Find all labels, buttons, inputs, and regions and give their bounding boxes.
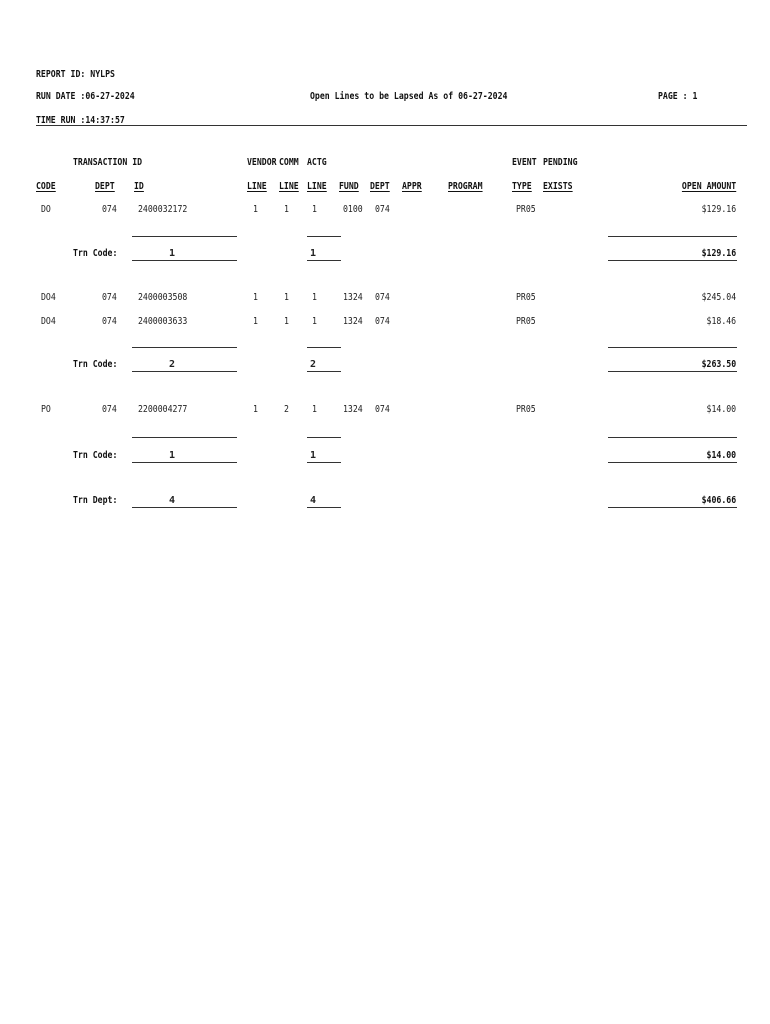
dept-total-underline bbox=[132, 507, 237, 508]
row-vendor-line: 1 bbox=[253, 316, 258, 327]
row-type: PR05 bbox=[516, 404, 536, 415]
subtotal-rule bbox=[608, 347, 737, 348]
row-dept: 074 bbox=[102, 404, 117, 415]
dept-total-amount: $406.66 bbox=[701, 495, 736, 506]
row-code: DO bbox=[41, 204, 51, 215]
col-event: EVENT bbox=[512, 157, 537, 168]
subtotal-underline bbox=[132, 371, 237, 372]
col-pending: PENDING bbox=[543, 157, 578, 168]
row-type: PR05 bbox=[516, 316, 536, 327]
subtotal-underline bbox=[608, 462, 737, 463]
row-id: 2200004277 bbox=[138, 404, 188, 415]
col-vendor: VENDOR bbox=[247, 157, 277, 168]
col-id: ID bbox=[134, 181, 144, 192]
col-actg: ACTG bbox=[307, 157, 327, 168]
subtotal-amount: $263.50 bbox=[701, 359, 736, 370]
header-rule bbox=[36, 125, 747, 126]
row-fund: 0100 bbox=[343, 204, 363, 215]
row-dept: 074 bbox=[102, 204, 117, 215]
col-dept: DEPT bbox=[95, 181, 115, 192]
dept-total-count: 4 bbox=[168, 495, 176, 506]
subtotal-underline bbox=[307, 371, 341, 372]
row-id: 2400003508 bbox=[138, 292, 188, 303]
col-transaction-id: TRANSACTION ID bbox=[73, 157, 143, 168]
dept-total-actg-count: 4 bbox=[309, 495, 317, 506]
subtotal-rule bbox=[132, 236, 237, 237]
subtotal-underline bbox=[307, 462, 341, 463]
col-fund: FUND bbox=[339, 181, 359, 192]
row-amount: $245.04 bbox=[701, 292, 736, 303]
subtotal-amount: $129.16 bbox=[701, 248, 736, 259]
row-actg-line: 1 bbox=[312, 204, 317, 215]
row-comm-line: 2 bbox=[284, 404, 289, 415]
subtotal-rule bbox=[307, 347, 341, 348]
subtotal-rule bbox=[307, 236, 341, 237]
row-comm-line: 1 bbox=[284, 292, 289, 303]
row-code: DO4 bbox=[41, 292, 56, 303]
subtotal-actg-count: 1 bbox=[309, 450, 317, 461]
row-dept2: 074 bbox=[375, 204, 390, 215]
row-code: DO4 bbox=[41, 316, 56, 327]
report-id: REPORT ID: NYLPS bbox=[36, 69, 115, 80]
col-dept2: DEPT bbox=[370, 181, 390, 192]
row-amount: $129.16 bbox=[701, 204, 736, 215]
run-date: RUN DATE :06-27-2024 bbox=[36, 91, 135, 102]
subtotal-underline bbox=[132, 462, 237, 463]
dept-total-label: Trn Dept: bbox=[73, 495, 118, 506]
subtotal-label: Trn Code: bbox=[73, 248, 118, 259]
col-actg-line: LINE bbox=[307, 181, 327, 192]
report-title: Open Lines to be Lapsed As of 06-27-2024 bbox=[310, 91, 508, 102]
dept-total-underline bbox=[608, 507, 737, 508]
subtotal-underline bbox=[608, 371, 737, 372]
row-amount: $18.46 bbox=[706, 316, 736, 327]
row-actg-line: 1 bbox=[312, 316, 317, 327]
subtotal-rule bbox=[132, 347, 237, 348]
subtotal-amount: $14.00 bbox=[706, 450, 736, 461]
col-appr: APPR bbox=[402, 181, 422, 192]
subtotal-rule bbox=[307, 437, 341, 438]
col-exists: EXISTS bbox=[543, 181, 573, 192]
row-actg-line: 1 bbox=[312, 404, 317, 415]
col-comm-line: LINE bbox=[279, 181, 299, 192]
row-dept2: 074 bbox=[375, 404, 390, 415]
subtotal-count: 1 bbox=[168, 248, 176, 259]
col-comm: COMM bbox=[279, 157, 299, 168]
subtotal-underline bbox=[307, 260, 341, 261]
col-open-amount: OPEN AMOUNT bbox=[681, 181, 736, 192]
subtotal-rule bbox=[132, 437, 237, 438]
dept-total-underline bbox=[307, 507, 341, 508]
time-run: TIME RUN :14:37:57 bbox=[36, 115, 125, 126]
row-vendor-line: 1 bbox=[253, 404, 258, 415]
subtotal-label: Trn Code: bbox=[73, 359, 118, 370]
row-fund: 1324 bbox=[343, 404, 363, 415]
col-vendor-line: LINE bbox=[247, 181, 267, 192]
row-id: 2400032172 bbox=[138, 204, 188, 215]
row-type: PR05 bbox=[516, 204, 536, 215]
col-type: TYPE bbox=[512, 181, 532, 192]
subtotal-underline bbox=[132, 260, 237, 261]
row-dept: 074 bbox=[102, 292, 117, 303]
row-dept: 074 bbox=[102, 316, 117, 327]
row-dept2: 074 bbox=[375, 292, 390, 303]
subtotal-actg-count: 1 bbox=[309, 248, 317, 259]
row-comm-line: 1 bbox=[284, 204, 289, 215]
subtotal-underline bbox=[608, 260, 737, 261]
row-code: PO bbox=[41, 404, 51, 415]
row-fund: 1324 bbox=[343, 292, 363, 303]
page-number: PAGE : 1 bbox=[658, 91, 698, 102]
subtotal-count: 1 bbox=[168, 450, 176, 461]
row-comm-line: 1 bbox=[284, 316, 289, 327]
row-dept2: 074 bbox=[375, 316, 390, 327]
subtotal-rule bbox=[608, 236, 737, 237]
subtotal-label: Trn Code: bbox=[73, 450, 118, 461]
col-program: PROGRAM bbox=[448, 181, 483, 192]
row-actg-line: 1 bbox=[312, 292, 317, 303]
row-vendor-line: 1 bbox=[253, 292, 258, 303]
subtotal-actg-count: 2 bbox=[309, 359, 317, 370]
subtotal-count: 2 bbox=[168, 359, 176, 370]
subtotal-rule bbox=[608, 437, 737, 438]
row-amount: $14.00 bbox=[706, 404, 736, 415]
row-type: PR05 bbox=[516, 292, 536, 303]
col-code: CODE bbox=[36, 181, 56, 192]
row-vendor-line: 1 bbox=[253, 204, 258, 215]
row-id: 2400003633 bbox=[138, 316, 188, 327]
row-fund: 1324 bbox=[343, 316, 363, 327]
